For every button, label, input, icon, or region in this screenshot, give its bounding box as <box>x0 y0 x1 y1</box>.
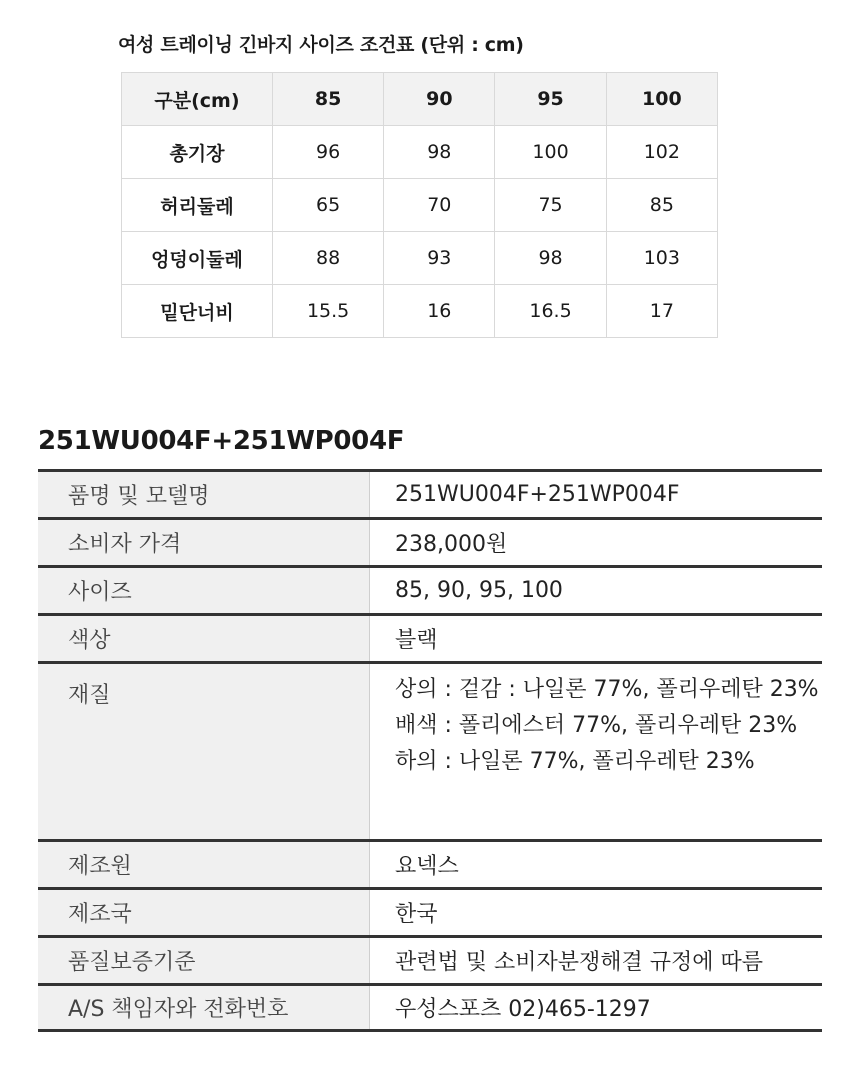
header-cell: 구분(cm) <box>122 73 273 126</box>
table-cell: 96 <box>272 126 383 179</box>
table-cell: 100 <box>495 126 606 179</box>
info-value: 238,000원 <box>395 532 508 557</box>
info-row-model <box>38 472 822 520</box>
info-label: 제조원 <box>38 842 370 887</box>
header-cell: 90 <box>384 73 495 126</box>
info-label: 품질보증기준 <box>38 938 370 983</box>
info-value: 85, 90, 95, 100 <box>395 578 563 603</box>
row-label: 엉덩이둘레 <box>122 232 273 285</box>
size-chart-title: 여성 트레이닝 긴바지 사이즈 조건표 (단위 : cm) <box>118 34 524 56</box>
info-value: 요넥스 <box>395 854 459 879</box>
table-cell: 75 <box>495 179 606 232</box>
info-value: 한국 <box>395 902 438 927</box>
table-cell: 70 <box>384 179 495 232</box>
size-chart-header-row <box>122 73 718 126</box>
material-line: 배색 : 폴리에스터 77%, 폴리우레탄 23% <box>395 713 798 738</box>
size-chart-table <box>121 72 718 338</box>
info-label: 소비자 가격 <box>38 520 370 565</box>
info-value: 관련법 및 소비자분쟁해결 규정에 따름 <box>395 950 764 975</box>
info-row-manufacturer <box>38 842 822 890</box>
info-row-price <box>38 520 822 568</box>
info-value: 우성스포츠 02)465-1297 <box>395 997 651 1022</box>
info-label: 제조국 <box>38 890 370 935</box>
info-label: 품명 및 모델명 <box>38 472 370 517</box>
info-label: A/S 책임자와 전화번호 <box>38 986 370 1029</box>
table-cell: 93 <box>384 232 495 285</box>
material-line: 상의 : 겉감 : 나일론 77%, 폴리우레탄 23% <box>395 677 819 702</box>
info-label: 색상 <box>38 616 370 661</box>
info-row-material <box>38 664 822 842</box>
info-label: 재질 <box>38 664 370 839</box>
table-cell: 98 <box>495 232 606 285</box>
table-cell: 102 <box>606 126 717 179</box>
table-cell: 17 <box>606 285 717 338</box>
row-label: 총기장 <box>122 126 273 179</box>
header-cell: 100 <box>606 73 717 126</box>
table-cell: 16.5 <box>495 285 606 338</box>
header-cell: 95 <box>495 73 606 126</box>
row-label: 밑단너비 <box>122 285 273 338</box>
row-label: 허리둘레 <box>122 179 273 232</box>
product-info-table <box>38 469 822 1032</box>
info-row-size <box>38 568 822 616</box>
table-row <box>122 232 718 285</box>
info-row-color <box>38 616 822 664</box>
table-cell: 16 <box>384 285 495 338</box>
table-cell: 65 <box>272 179 383 232</box>
info-value <box>370 664 822 839</box>
table-row <box>122 285 718 338</box>
product-title: 251WU004F+251WP004F <box>38 426 405 456</box>
table-cell: 103 <box>606 232 717 285</box>
info-value: 블랙 <box>395 628 438 653</box>
info-label: 사이즈 <box>38 568 370 613</box>
info-value: 251WU004F+251WP004F <box>395 482 680 507</box>
header-cell: 85 <box>272 73 383 126</box>
table-row <box>122 179 718 232</box>
table-cell: 15.5 <box>272 285 383 338</box>
table-cell: 98 <box>384 126 495 179</box>
info-row-as-contact <box>38 986 822 1032</box>
table-cell: 85 <box>606 179 717 232</box>
info-row-warranty <box>38 938 822 986</box>
table-row <box>122 126 718 179</box>
table-cell: 88 <box>272 232 383 285</box>
info-row-country <box>38 890 822 938</box>
material-line: 하의 : 나일론 77%, 폴리우레탄 23% <box>395 749 755 774</box>
